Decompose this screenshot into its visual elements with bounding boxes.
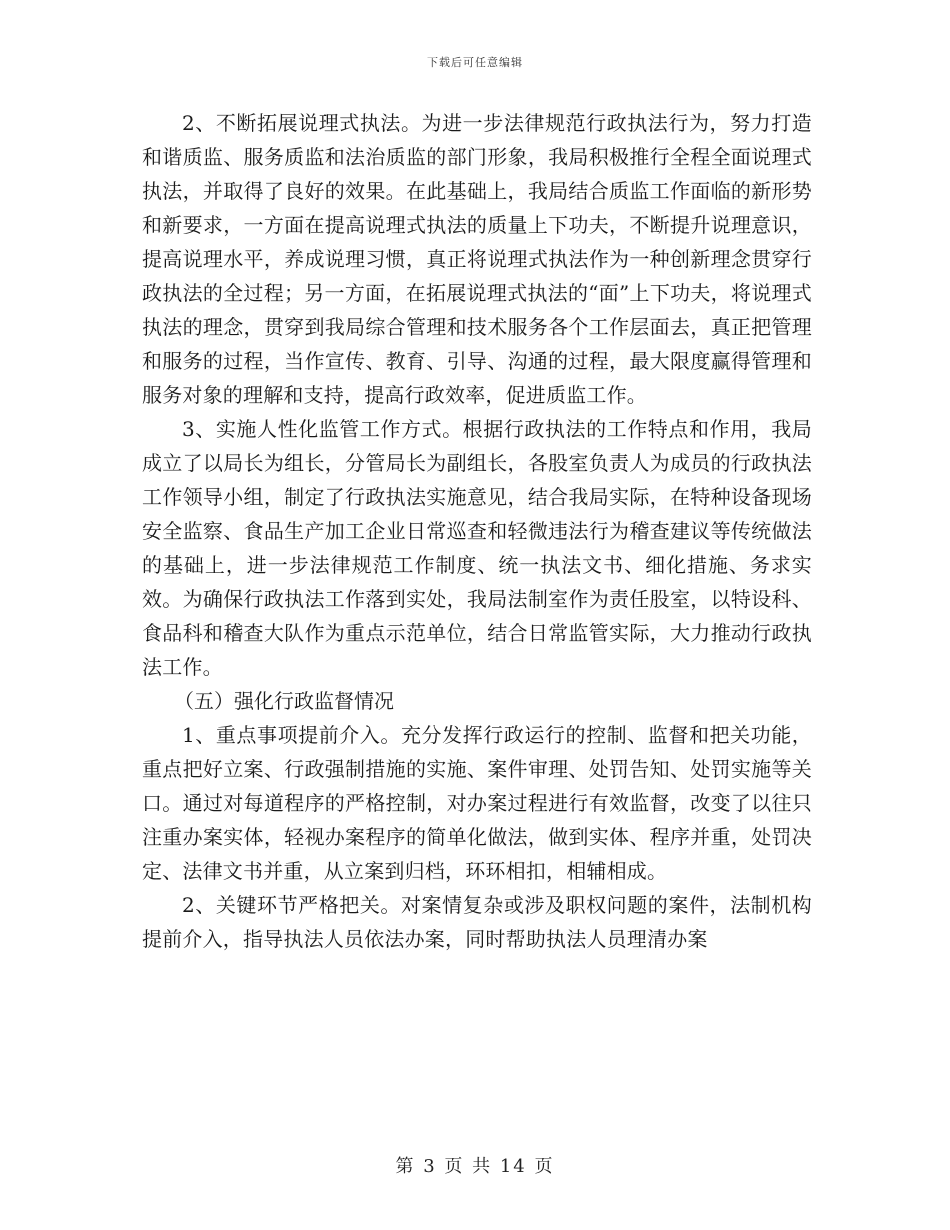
page-number-footer: 第 3 页 共 14 页: [395, 1156, 555, 1177]
paragraph-humanized-supervision: 3、实施人性化监管工作方式。根据行政执法的工作特点和作用，我局成立了以局长为组长，分管局长为副组长，各股室负责人为成员的行政执法工作领导小组，制定了行政执法实施意见，结合我局实际，在特种设备现场安全监察、食品生产加工企业日常巡查和轻微违法行为稽查建议等传统做法的基础上，进一步法律规范工作制度、统一执法文书、细化措施、务求实效。为确保行政执法工作落到实处，我局法制室作为责任股室，以特设科、食品科和稽查大队作为重点示范单位，结合日常监管实际，大力推动行政执法工作。: [142, 417, 812, 679]
paragraph-explanatory-enforcement: 2、不断拓展说理式执法。为进一步法律规范行政执法行为，努力打造和谐质监、服务质监和法治质监的部门形象，我局积极推行全程全面说理式执法，并取得了良好的效果。在此基础上，我局结合质监工作面临的新形势和新要求，一方面在提高说理式执法的质量上下功夫，不断提升说理意识，提高说理水平，养成说理习惯，真正将说理式执法作为一种创新理念贯穿行政执法的全过程；另一方面，在拓展说理式执法的“面”上下功夫，将说理式执法的理念，贯穿到我局综合管理和技术服务各个工作层面去，真正把管理和服务的过程，当作宣传、教育、引导、沟通的过程，最大限度赢得管理和服务对象的理解和支持，提高行政效率，促进质监工作。: [142, 111, 812, 407]
page-header: 下载后可任意编辑: [427, 56, 523, 69]
document-body: [142, 106, 812, 956]
paragraph-early-intervention: 1、重点事项提前介入。充分发挥行政运行的控制、监督和把关功能，重点把好立案、行政强制措施的实施、案件审理、处罚告知、处罚实施等关口。通过对每道程序的严格控制，对办案过程进行有效监督，改变了以往只注重办案实体，轻视办案程序的简单化做法，做到实体、程序并重，处罚决定、法律文书并重，从立案到归档，环环相扣，相辅相成。: [142, 723, 812, 883]
section-heading: （五）强化行政监督情况: [174, 689, 394, 713]
paragraph-key-checkpoints: 2、关键环节严格把关。对案情复杂或涉及职权问题的案件，法制机构提前介入，指导执法人员依法办案，同时帮助执法人员理清办案: [142, 893, 812, 951]
